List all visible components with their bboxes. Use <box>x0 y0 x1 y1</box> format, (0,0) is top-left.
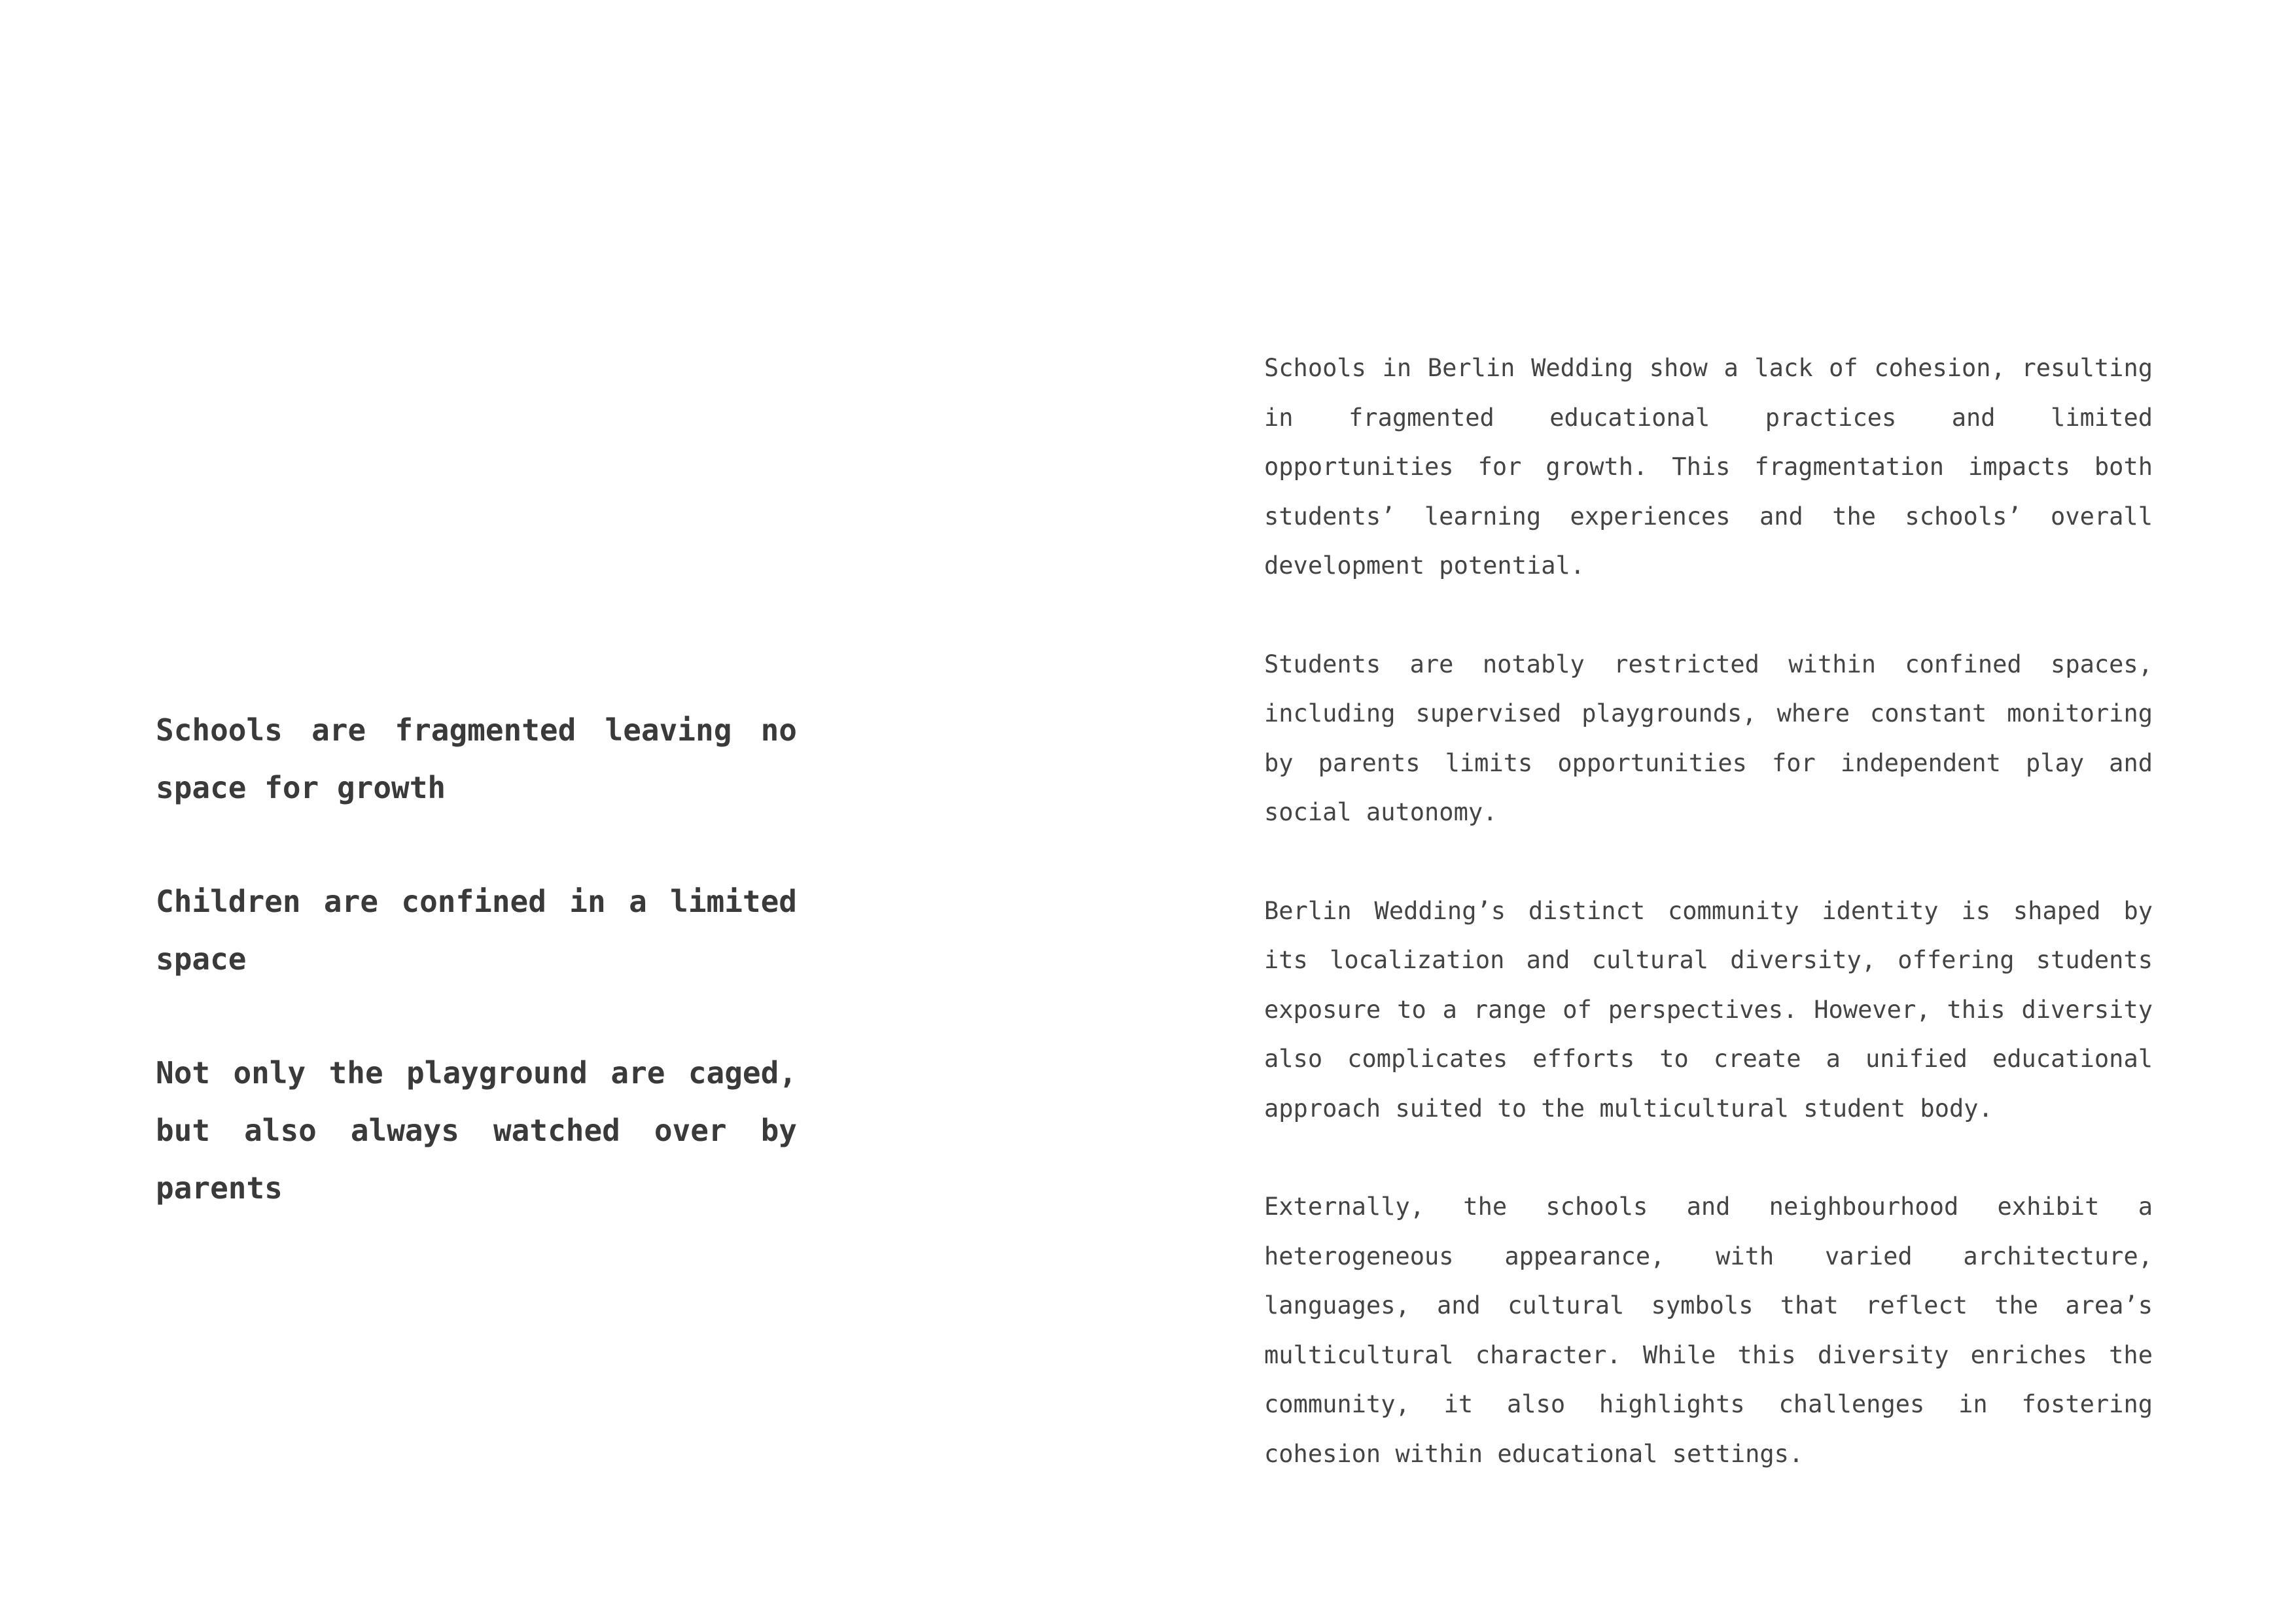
body-text <box>1264 343 2153 1478</box>
statement-confined-children: Children are confined in a limited space <box>156 884 797 977</box>
paragraph-community-identity: Berlin Wedding’s distinct community identity is shaped by its localization and cultural diversity, offering students exposure to a range of perspectives. However, this diversity also complicates efforts to create a unified educational approach suited to the multicultural student body. <box>1264 896 2153 1123</box>
paragraph-lack-of-cohesion: Schools in Berlin Wedding show a lack of cohesion, resulting in fragmented educational practices and limited opportunities for growth. This fragmentation impacts both students’ learning experiences and the schools’ overall development potential. <box>1264 354 2153 580</box>
key-statements <box>156 701 797 1217</box>
statement-fragmented-schools: Schools are fragmented leaving no space for growth <box>156 712 797 805</box>
paragraph-confined-spaces: Students are notably restricted within confined spaces, including supervised playgrounds, where constant monitoring by parents limits opportunities for independent play and social autonomy. <box>1264 650 2153 826</box>
paragraph-heterogeneous-appearance: Externally, the schools and neighbourhood exhibit a heterogeneous appearance, with varied architecture, languages, and cultural symbols that reflect the area’s multicultural character. While this diversity enriches the community, it also highlights challenges in fostering cohesion within educational settings. <box>1264 1193 2153 1468</box>
statement-caged-playground: Not only the playground are caged, but also always watched over by parents <box>156 1055 797 1206</box>
